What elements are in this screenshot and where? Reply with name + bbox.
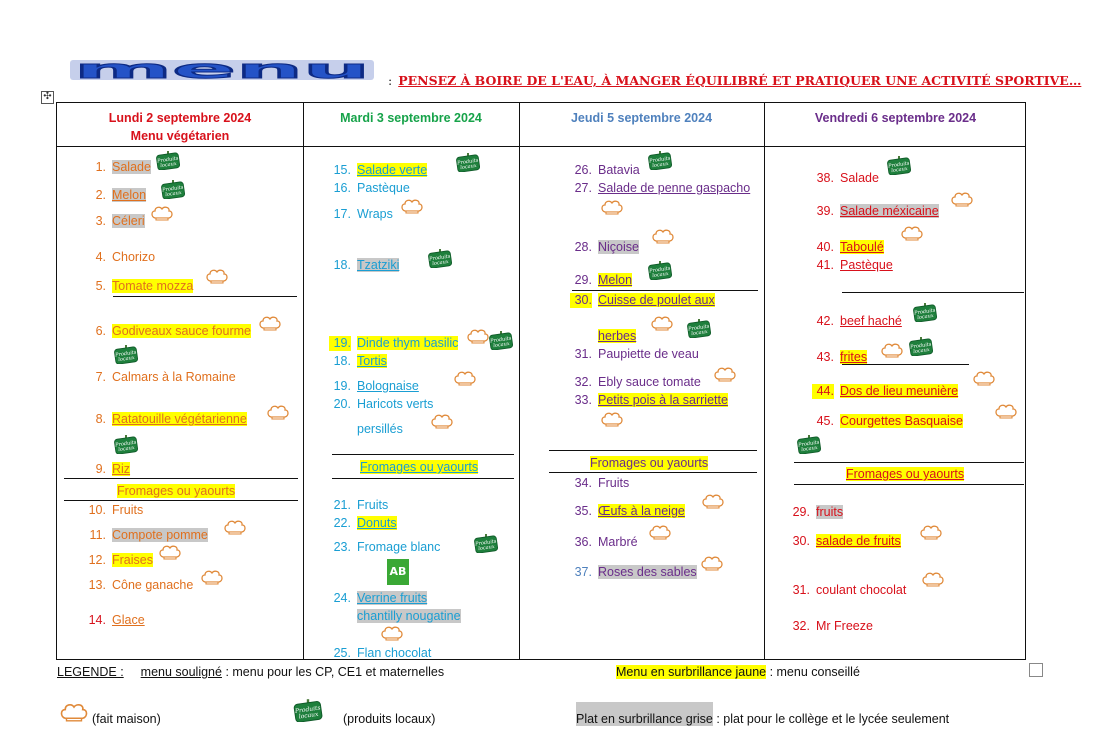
- local-produce-icon: [796, 434, 822, 454]
- local-produce-icon: [647, 150, 673, 170]
- menu-item: 30. salade de fruits: [792, 534, 901, 548]
- day-header-lundi: [57, 109, 303, 145]
- menu-item: 9. Riz: [95, 462, 131, 476]
- menu-logo: [68, 58, 376, 82]
- chef-hat-icon: [972, 370, 996, 386]
- legend-grey: [576, 712, 949, 726]
- menu-item: 28. Niçoise: [574, 240, 639, 254]
- separator: [572, 290, 758, 291]
- header-message: PENSEZ À BOIRE DE L'EAU, À MANGER ÉQUILIBRÉ ET PRATIQUER UNE ACTIVITÉ SPORTIVE…: [398, 73, 1082, 88]
- menu-item: 14. Glace: [88, 613, 145, 627]
- legend-grey-desc: : plat pour le collège et le lycée seulement: [712, 712, 950, 726]
- category-cheese: Fromages ou yaourts: [360, 460, 479, 474]
- day-header-vendredi: [764, 109, 1027, 127]
- local-produce-icon: [427, 248, 453, 268]
- category-cheese: Fromages ou yaourts: [590, 456, 709, 470]
- menu-item: 2. Melon: [95, 188, 147, 202]
- menu-item: 18. Tzatziki: [333, 258, 400, 272]
- chef-hat-icon: [200, 569, 224, 585]
- chef-hat-icon: [223, 519, 247, 535]
- local-produce-icon: [160, 179, 186, 199]
- menu-item: 16. Pastèque: [333, 181, 410, 195]
- menu-item: 13. Cône ganache: [88, 578, 194, 592]
- chef-hat-icon: [919, 524, 943, 540]
- menu-item: 19. Bolognaise: [333, 379, 419, 393]
- menu-item: 30. Cuisse de poulet aux: [570, 293, 715, 308]
- menu-item: 38. Salade: [816, 171, 879, 185]
- legend-underlined-desc: : menu pour les CP, CE1 et maternelles: [221, 665, 445, 679]
- header-message-line: [388, 73, 1081, 88]
- separator: [549, 472, 757, 473]
- chef-hat-icon: [700, 555, 724, 571]
- legend-yellow: [616, 665, 860, 679]
- menu-item: 31. Paupiette de veau: [574, 347, 699, 361]
- chef-hat-icon: [600, 411, 624, 427]
- menu-item: 4. Chorizo: [95, 250, 156, 264]
- menu-item: 31. coulant chocolat: [792, 583, 907, 597]
- header-divider: [57, 146, 1025, 147]
- chef-hat-icon: [880, 342, 904, 358]
- legend-grey-label: Plat en surbrillance grise: [576, 702, 713, 726]
- menu-item: 26. Batavia: [574, 163, 640, 177]
- menu-item: 33. Petits pois à la sarriette: [574, 393, 728, 407]
- svg-text:AB: AB: [389, 565, 407, 578]
- menu-item: herbes: [598, 329, 637, 343]
- chef-hat-icon: [453, 370, 477, 386]
- menu-item: 34. Fruits: [574, 476, 630, 490]
- separator: [842, 292, 1024, 293]
- chef-hat-icon: [950, 191, 974, 207]
- chef-hat-icon: [600, 199, 624, 215]
- menu-item: 23. Fromage blanc: [333, 540, 441, 554]
- header-colon: :: [388, 73, 393, 88]
- menu-item: 29. fruits: [792, 505, 844, 519]
- menu-item: 10. Fruits: [88, 503, 144, 517]
- chef-hat-icon: [701, 493, 725, 509]
- menu-item: 36. Marbré: [574, 535, 638, 549]
- chef-hat-icon: [650, 315, 674, 331]
- day-title: Lundi 2 septembre 2024: [108, 111, 252, 125]
- separator: [794, 462, 1024, 463]
- menu-item: 39. Salade méxicaine: [816, 204, 939, 218]
- menu-item: chantilly nougatine: [357, 609, 461, 623]
- local-produce-icon: [647, 260, 673, 280]
- local-produce-icon: [292, 698, 324, 722]
- menu-item: 7. Calmars à la Romaine: [95, 370, 236, 384]
- legend-fait-maison-label: (fait maison): [92, 712, 161, 726]
- chef-hat-icon: [466, 328, 490, 344]
- local-produce-icon: [912, 302, 938, 322]
- day-title: Vendredi 6 septembre 2024: [814, 111, 977, 125]
- separator: [794, 484, 1024, 485]
- menu-item: 19. Dinde thym basilic: [329, 336, 458, 351]
- menu-item: 35. Œufs à la neige: [574, 504, 685, 518]
- legend-underlined: menu souligné: [140, 665, 222, 679]
- menu-item: 43. frites: [816, 350, 868, 364]
- separator: [64, 478, 298, 479]
- day-header-jeudi: [519, 109, 764, 127]
- day-header-mardi: [303, 109, 519, 127]
- menu-item: 17. Wraps: [333, 207, 393, 221]
- legend-produits-locaux-label: (produits locaux): [343, 712, 436, 726]
- menu-item: 15. Salade verte: [333, 163, 428, 177]
- chef-hat-icon: [150, 205, 174, 221]
- separator: [332, 454, 514, 455]
- menu-item: 29. Melon: [574, 273, 633, 287]
- legend-yellow-desc: : menu conseillé: [766, 665, 860, 679]
- category-cheese: Fromages ou yaourts: [846, 467, 965, 481]
- day-subtitle: Menu végétarien: [130, 129, 230, 143]
- legend-produits-locaux: [343, 712, 435, 726]
- menu-item: persillés: [357, 422, 403, 436]
- category-cheese: Fromages ou yaourts: [117, 484, 236, 498]
- menu-item: 11. Compote pomme: [89, 528, 208, 542]
- table-move-handle[interactable]: ✣: [41, 91, 54, 104]
- separator: [64, 500, 298, 501]
- menu-item: 25. Flan chocolat: [333, 646, 432, 660]
- local-produce-icon: [908, 336, 934, 356]
- chef-hat-icon: [266, 404, 290, 420]
- menu-item: 27. Salade de penne gaspacho: [574, 181, 751, 195]
- legend-yellow-label: Menu en surbrillance jaune: [616, 665, 767, 679]
- separator: [113, 296, 297, 297]
- bio-ab-icon: [386, 558, 410, 586]
- menu-item: 6. Godiveaux sauce fourme: [95, 324, 251, 338]
- menu-item: 21. Fruits: [333, 498, 389, 512]
- col-divider: [303, 103, 304, 659]
- chef-hat-icon: [380, 625, 404, 641]
- day-title: Jeudi 5 septembre 2024: [570, 111, 713, 125]
- legend-fait-maison: [92, 712, 161, 726]
- separator: [549, 450, 757, 451]
- chef-hat-icon: [900, 225, 924, 241]
- chef-hat-icon: [400, 198, 424, 214]
- menu-item: 20. Haricots verts: [333, 397, 434, 411]
- local-produce-icon: [155, 150, 181, 170]
- menu-item: 40. Taboulé: [816, 240, 884, 254]
- menu-item: 44. Dos de lieu meunière: [812, 384, 958, 399]
- chef-hat-icon: [713, 366, 737, 382]
- col-divider: [519, 103, 520, 659]
- menu-item: 12. Fraises: [88, 553, 153, 567]
- local-produce-icon: [886, 155, 912, 175]
- menu-item: 32. Mr Freeze: [792, 619, 873, 633]
- legend-label: LEGENDE :: [57, 665, 124, 679]
- menu-item: 3. Céleri: [95, 214, 145, 228]
- menu-item: 18. Tortis: [333, 354, 387, 368]
- menu-item: 22. Donuts: [333, 516, 397, 530]
- chef-hat-icon: [258, 315, 282, 331]
- col-divider: [764, 103, 765, 659]
- local-produce-icon: [113, 344, 139, 364]
- local-produce-icon: [455, 152, 481, 172]
- menu-item: 45. Courgettes Basquaise: [816, 414, 963, 428]
- day-title: Mardi 3 septembre 2024: [340, 111, 482, 125]
- menu-item: 42. beef haché: [816, 314, 902, 328]
- menu-item: 32. Ebly sauce tomate: [574, 375, 701, 389]
- local-produce-icon: [488, 330, 514, 350]
- chef-hat-icon: [59, 702, 89, 722]
- local-produce-icon: [473, 533, 499, 553]
- local-produce-icon: [686, 318, 712, 338]
- separator: [842, 364, 969, 365]
- menu-item: 24. Verrine fruits: [333, 591, 428, 605]
- menu-item: 5. Tomate mozza: [95, 279, 194, 293]
- chef-hat-icon: [205, 268, 229, 284]
- menu-item: 1. Salade: [95, 160, 151, 174]
- menu-item: 37. Roses des sables: [574, 565, 697, 579]
- chef-hat-icon: [158, 544, 182, 560]
- chef-hat-icon: [648, 524, 672, 540]
- menu-logo-text: menu: [74, 58, 370, 82]
- table-resize-handle[interactable]: [1029, 663, 1043, 677]
- separator: [332, 478, 514, 479]
- menu-item: 41. Pastèque: [816, 258, 893, 272]
- chef-hat-icon: [430, 413, 454, 429]
- chef-hat-icon: [651, 228, 675, 244]
- menu-item: 8. Ratatouille végétarienne: [95, 412, 247, 426]
- local-produce-icon: [113, 434, 139, 454]
- chef-hat-icon: [994, 403, 1018, 419]
- chef-hat-icon: [921, 571, 945, 587]
- legend-line-1: [57, 665, 444, 679]
